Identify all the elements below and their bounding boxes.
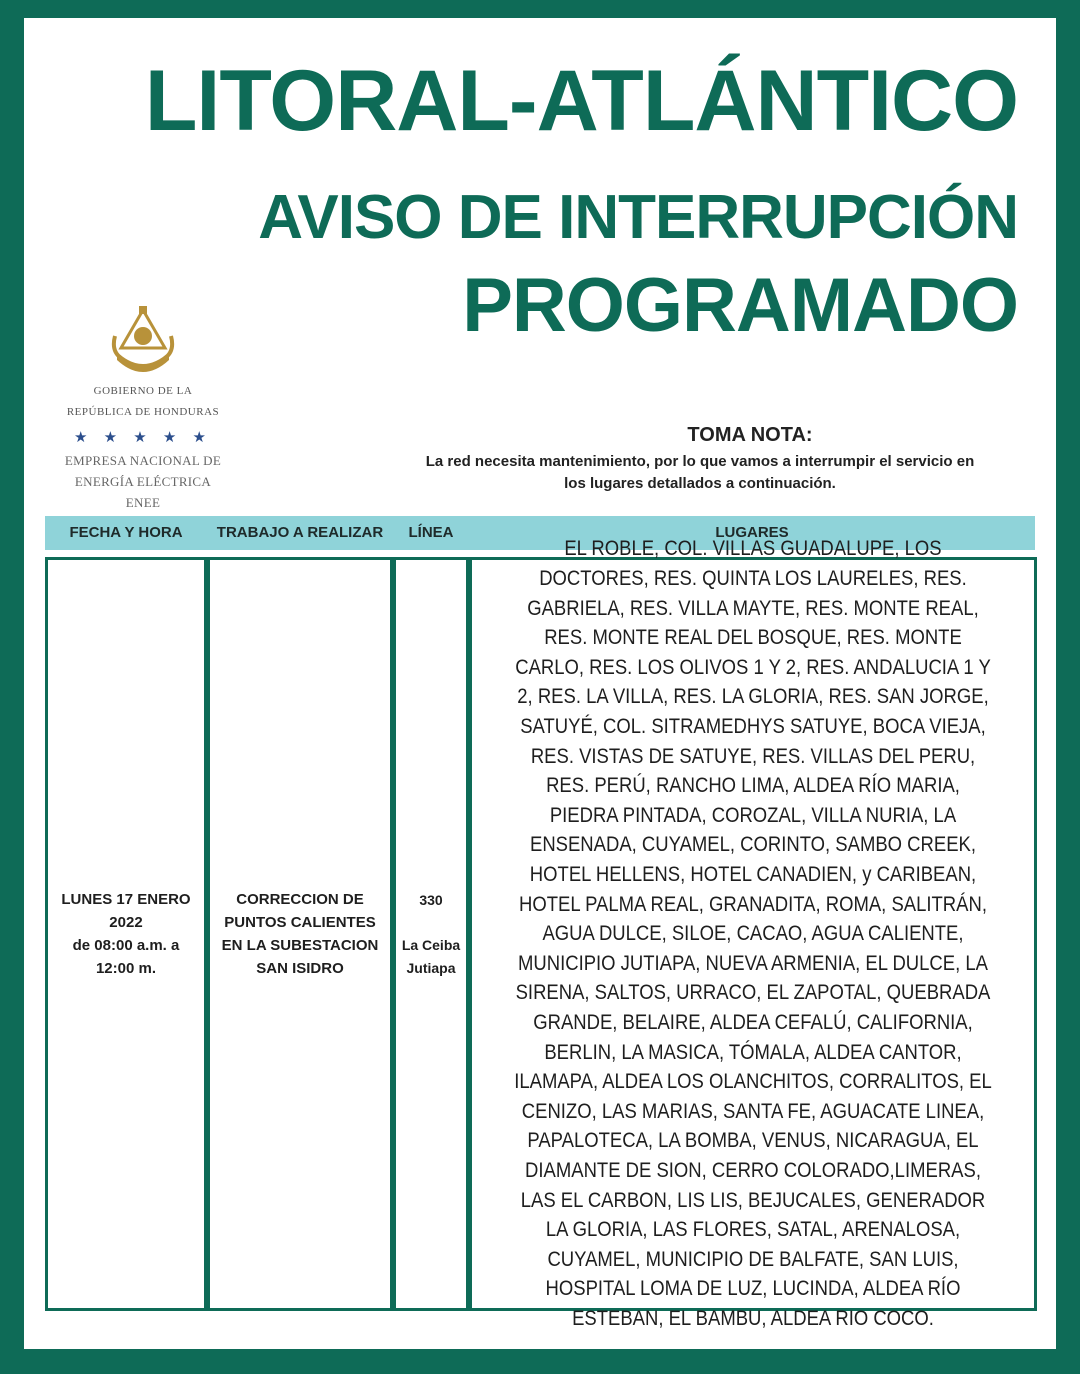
line-name2: Jutiapa xyxy=(406,959,456,976)
cell-date xyxy=(45,557,207,1311)
notice-subtitle: PROGRAMADO xyxy=(462,263,1018,348)
cell-places xyxy=(469,537,1037,1330)
line-name1: La Ceiba xyxy=(401,936,461,953)
notice-body-line2: los lugares detallados a continuación. xyxy=(564,475,836,492)
notice-body xyxy=(350,451,1050,495)
stars-icon: ★ ★ ★ ★ ★ xyxy=(74,429,212,446)
gov-label-line2: REPÚBLICA DE HONDURAS xyxy=(66,406,220,418)
notice-heading: TOMA NOTA: xyxy=(687,424,813,446)
line-number: 330 xyxy=(419,891,443,908)
cell-line xyxy=(393,557,469,1311)
date-day: LUNES 17 ENERO xyxy=(61,891,191,908)
work-line3: EN LA SUBESTACION xyxy=(221,937,379,954)
work-line4: SAN ISIDRO xyxy=(256,960,344,977)
enee-logo xyxy=(48,306,238,509)
time-end: 12:00 m. xyxy=(95,960,157,977)
time-start: de 08:00 a.m. a xyxy=(72,937,180,954)
places-list: EL ROBLE, COL. VILLAS GUADALUPE, LOS DOCTORES, RES. QUINTA LOS LAURELES, RES. GABRIELA, RES. VILLA MAYTE, RES. MONTE REAL, RES. MONTE REAL DEL BOSQUE, RES. MONTE CARLO, RES. LOS OLIVOS 1 Y 2, RES. ANDALUCIA 1 Y 2, RES. LA VILLA, RES. LA GLORIA, RES. SAN JORGE, SATUYÉ, COL. SITRAMEDHYS SATUYE, BOCA VIEJA, RES. VISTAS DE SATUYE, RES. VILLAS DEL PERU, RES. PERÚ, RANCHO LIMA, ALDEA RÍO MARIA, PIEDRA PINTADA, COROZAL, VILLA NURIA, LA ENSENADA, CUYAMEL, CORINTO, SAMBO CREEK, HOTEL HELLENS, HOTEL CANADIEN, y CARIBEAN, HOTEL PALMA REAL, GRANADITA, ROMA, SALITRÁN, AGUA DULCE, SILOE, CACAO, AGUA CALIENTE, MUNICIPIO JUTIAPA, NUEVA ARMENIA, EL DULCE, LA SIRENA, SALTOS, URRACO, EL ZAPOTAL, QUEBRADA GRANDE, BELAIRE, ALDEA CEFALÚ, CALIFORNIA, BERLIN, LA MASICA, TÓMALA, ALDEA CANTOR, ILAMAPA, ALDEA LOS OLANCHITOS, CORRALITOS, EL CENIZO, LAS MARIAS, SANTA FE, AGUACATE LINEA, PAPALOTECA, LA BOMBA, VENUS, NICARAGUA, EL DIAMANTE DE SION, CERRO COLORADO,LIMERAS, LAS EL CARBON, LIS LIS, BEJUCALES, GENERADOR LA GLORIA, LAS FLORES, SATAL, ARENALOSA, CUYAMEL, MUNICIPIO DE BALFATE, SAN LUIS, HOSPITAL LOMA DE LUZ, LUCINDA, ALDEA RÍO ESTEBAN, EL BAMBU, ALDEA RIO COCO. xyxy=(514,537,992,1330)
notice-body-line1: La red necesita mantenimiento, por lo que vamos a interrumpir el servicio en xyxy=(425,453,975,470)
notice-title: AVISO DE INTERRUPCIÓN xyxy=(258,183,1018,252)
honduras-crest-icon xyxy=(111,306,175,376)
date-year: 2022 xyxy=(109,914,143,931)
gov-label-line1: GOBIERNO DE LA xyxy=(93,385,193,397)
header-date: FECHA Y HORA xyxy=(69,524,183,541)
work-line2: PUNTOS CALIENTES xyxy=(224,914,376,931)
company-acronym: ENEE xyxy=(125,495,161,510)
header-line: LÍNEA xyxy=(408,524,454,541)
cell-work xyxy=(207,557,393,1311)
work-line1: CORRECCION DE xyxy=(236,891,364,908)
company-name-line2: ENERGÍA ELÉCTRICA xyxy=(74,474,212,489)
company-name-line1: EMPRESA NACIONAL DE xyxy=(64,453,222,468)
header-work: TRABAJO A REALIZAR xyxy=(216,524,384,541)
header-places: LUGARES xyxy=(715,524,789,541)
region-title: LITORAL-ATLÁNTICO xyxy=(144,53,1018,149)
